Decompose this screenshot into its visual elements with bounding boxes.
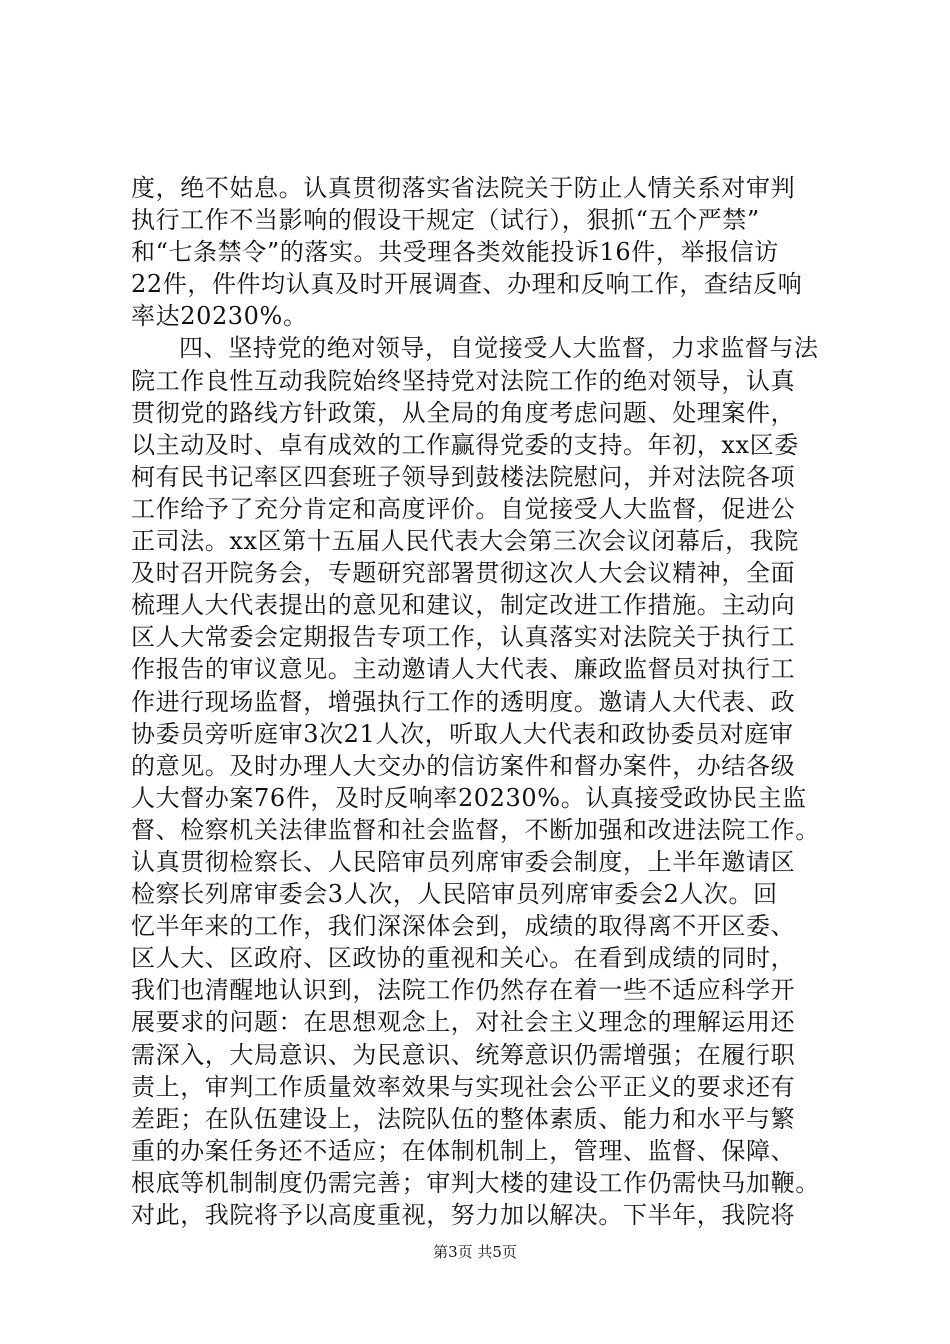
text-line: 重的办案任务还不适应；在体制机制上，管理、监督、保障、	[131, 1136, 796, 1165]
text-line: 区人大、区政府、区政协的重视和关心。在看到成绩的同时，	[131, 944, 796, 973]
text-line: 检察长列席审委会3人次，人民陪审员列席审委会2人次。回	[131, 880, 778, 909]
text-line: 工作给予了充分肯定和高度评价。自觉接受人大监督，促进公	[131, 494, 796, 523]
text-line: 责上，审判工作质量效率效果与实现社会公平正义的要求还有	[131, 1072, 796, 1101]
text-line: 柯有民书记率区四套班子领导到鼓楼法院慰问，并对法院各项	[131, 462, 796, 491]
text-line: 协委员旁听庭审3次21人次，听取人大代表和政协委员对庭审	[131, 719, 794, 748]
text-line: 展要求的问题：在思想观念上，对社会主义理念的理解运用还	[131, 1008, 796, 1037]
text-line: 及时召开院务会，专题研究部署贯彻这次人大会议精神，全面	[131, 559, 796, 588]
text-line: 以主动及时、卓有成效的工作赢得党委的支持。年初，xx区委	[131, 430, 799, 459]
text-line: 的意见。及时办理人大交办的信访案件和督办案件，办结各级	[131, 751, 796, 780]
page-footer	[0, 1242, 950, 1262]
text-line: 督、检察机关法律监督和社会监督，不断加强和改进法院工作。	[131, 815, 820, 844]
text-line: 和“七条禁令”的落实。共受理各类效能投诉16件，举报信访	[131, 238, 779, 267]
text-line: 贯彻党的路线方针政策，从全局的角度考虑问题、处理案件，	[131, 398, 796, 427]
text-line: 忆半年来的工作，我们深深体会到，成绩的取得离不开区委、	[131, 912, 796, 941]
text-line: 作报告的审议意见。主动邀请人大代表、廉政监督员对执行工	[131, 655, 796, 684]
text-line: 度，绝不姑息。认真贯彻落实省法院关于防止人情关系对审判	[131, 174, 796, 202]
text-line: 需深入，大局意识、为民意识、统筹意识仍需增强；在履行职	[131, 1040, 796, 1069]
page-number-label: 第3页 共5页	[433, 1243, 517, 1261]
text-line: 对此，我院将予以高度重视，努力加以解决。下半年，我院将	[131, 1201, 796, 1229]
text-line: 差距；在队伍建设上，法院队伍的整体素质、能力和水平与繁	[131, 1104, 796, 1133]
section-four-heading-line: 四、坚持党的绝对领导，自觉接受人大监督，力求监督与法	[179, 334, 819, 363]
text-line: 我们也清醒地认识到，法院工作仍然存在着一些不适应科学开	[131, 976, 796, 1005]
text-line: 认真贯彻检察长、人民陪审员列席审委会制度，上半年邀请区	[131, 847, 796, 876]
text-line: 梳理人大代表提出的意见和建议，制定改进工作措施。主动向	[131, 591, 796, 620]
text-line: 22件，件件均认真及时开展调查、办理和反响工作，查结反响	[131, 270, 803, 299]
text-line: 执行工作不当影响的假设干规定（试行），狠抓“五个严禁”	[131, 206, 760, 235]
text-line: 院工作良性互动我院始终坚持党对法院工作的绝对领导，认真	[131, 366, 796, 395]
text-line: 正司法。xx区第十五届人民代表大会第三次会议闭幕后，我院	[131, 527, 799, 556]
body-text	[131, 172, 831, 1231]
text-line: 根底等机制制度仍需完善；审判大楼的建设工作仍需快马加鞭。	[131, 1168, 820, 1197]
text-line: 率达20230%。	[131, 302, 308, 331]
text-line: 人大督办案76件，及时反响率20230%。认真接受政协民主监	[131, 783, 807, 812]
text-line: 作进行现场监督，增强执行工作的透明度。邀请人大代表、政	[131, 687, 796, 716]
text-line: 区人大常委会定期报告专项工作，认真落实对法院关于执行工	[131, 623, 796, 652]
